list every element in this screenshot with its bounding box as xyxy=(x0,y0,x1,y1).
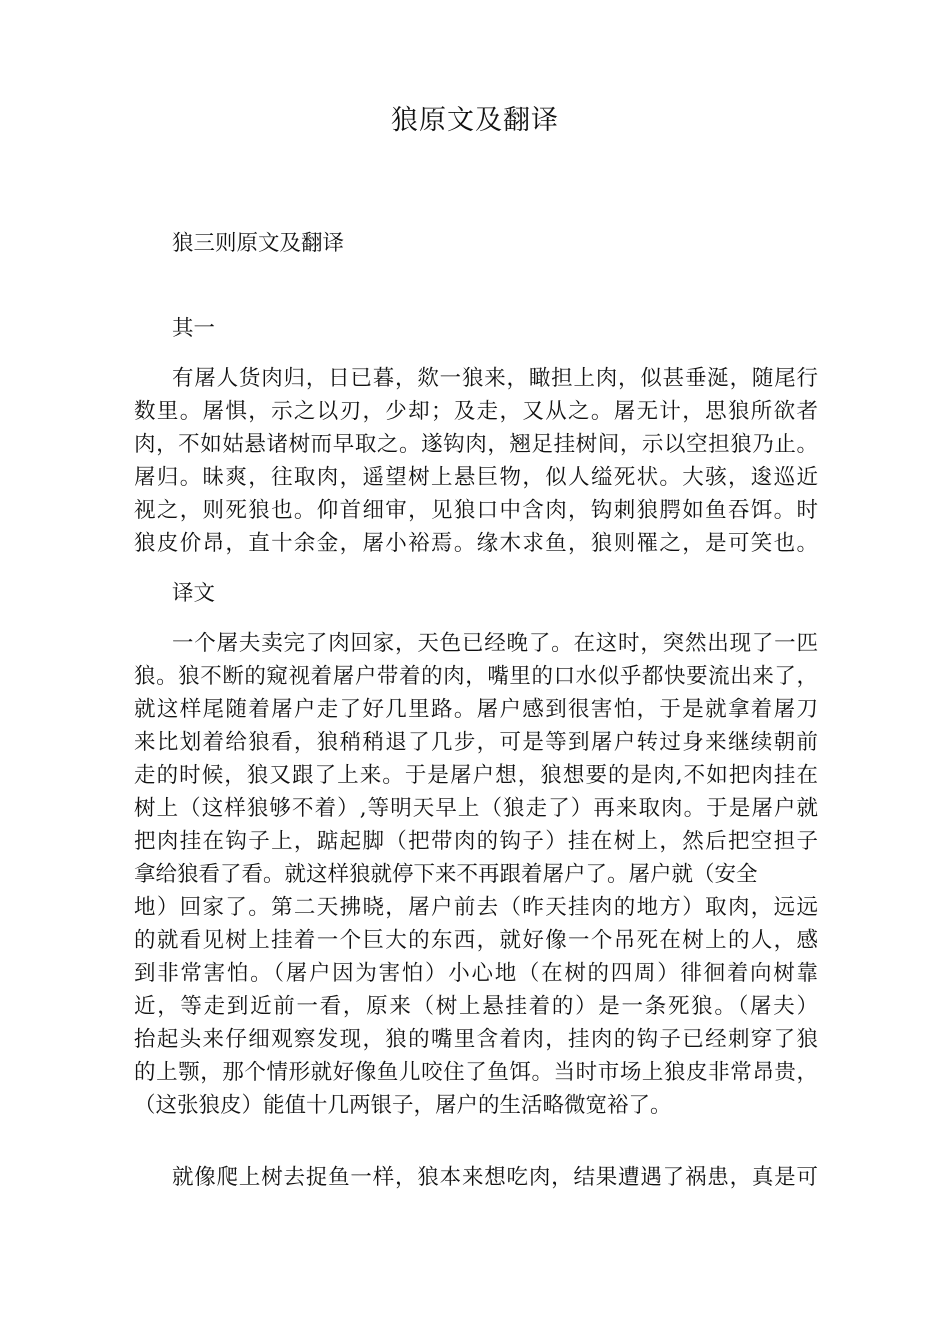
translation-line: 的上颚，那个情形就好像鱼儿咬住了鱼饵。当时市场上狼皮非常昂贵， xyxy=(134,1060,818,1085)
document-title: 狼原文及翻译 xyxy=(391,105,559,136)
translation-line: 把肉挂在钩子上，踮起脚（把带肉的钩子）挂在树上，然后把空担子 xyxy=(134,829,818,854)
translation-line: 的就看见树上挂着一个巨大的东西，就好像一个吊死在树上的人，感 xyxy=(134,928,818,953)
translation-line: 近，等走到近前一看，原来（树上悬挂着的）是一条死狼。（屠夫） xyxy=(134,994,818,1019)
translation-line: 拿给狼看了看。就这样狼就停下来不再跟着屠户了。屠户就（安全 xyxy=(134,862,758,887)
translation-line: 树上（这样狼够不着）,等明天早上（狼走了）再来取肉。于是屠户就 xyxy=(134,796,818,821)
original-line: 视之，则死狼也。仰首细审，见狼口中含肉，钩刺狼腭如鱼吞饵。时 xyxy=(134,498,818,523)
translation-line: 一个屠夫卖完了肉回家，天色已经晚了。在这时，突然出现了一匹 xyxy=(172,631,818,656)
subtitle: 狼三则原文及翻译 xyxy=(172,231,345,256)
original-line: 有屠人货肉归，日已暮，欻一狼来，瞰担上肉，似甚垂涎，随尾行 xyxy=(172,366,818,391)
translation-line: 狼。狼不断的窥视着屠户带着的肉，嘴里的口水似乎都快要流出来了， xyxy=(134,664,818,689)
translation-line: （这张狼皮）能值十几两银子，屠户的生活略微宽裕了。 xyxy=(134,1093,672,1118)
translation-line: 来比划着给狼看，狼稍稍退了几步，可是等到屠户转过身来继续朝前 xyxy=(134,730,818,755)
original-line: 数里。屠惧，示之以刃，少却；及走，又从之。屠无计，思狼所欲者 xyxy=(134,399,818,424)
final-paragraph-line: 就像爬上树去捉鱼一样，狼本来想吃肉，结果遭遇了祸患，真是可 xyxy=(172,1165,818,1190)
original-line: 肉，不如姑悬诸树而早取之。遂钩肉，翘足挂树间，示以空担狼乃止。 xyxy=(134,432,818,457)
translation-line: 走的时候，狼又跟了上来。于是屠户想，狼想要的是肉,不如把肉挂在 xyxy=(134,763,818,788)
translation-line: 抬起头来仔细观察发现，狼的嘴里含着肉，挂肉的钩子已经刺穿了狼 xyxy=(134,1027,818,1052)
translation-line: 地）回家了。第二天拂晓，屠户前去（昨天挂肉的地方）取肉，远远 xyxy=(134,895,818,920)
original-line: 屠归。昧爽，往取肉，遥望树上悬巨物，似人缢死状。大骇，逡巡近 xyxy=(134,465,818,490)
translation-line: 到非常害怕。（屠户因为害怕）小心地（在树的四周）徘徊着向树靠 xyxy=(134,961,818,986)
translation-heading: 译文 xyxy=(172,581,216,606)
translation-line: 就这样尾随着屠户走了好几里路。屠户感到很害怕，于是就拿着屠刀 xyxy=(134,697,818,722)
original-line: 狼皮价昂，直十余金，屠小裕焉。缘木求鱼，狼则罹之，是可笑也。 xyxy=(134,531,818,556)
section-heading: 其一 xyxy=(172,316,216,341)
